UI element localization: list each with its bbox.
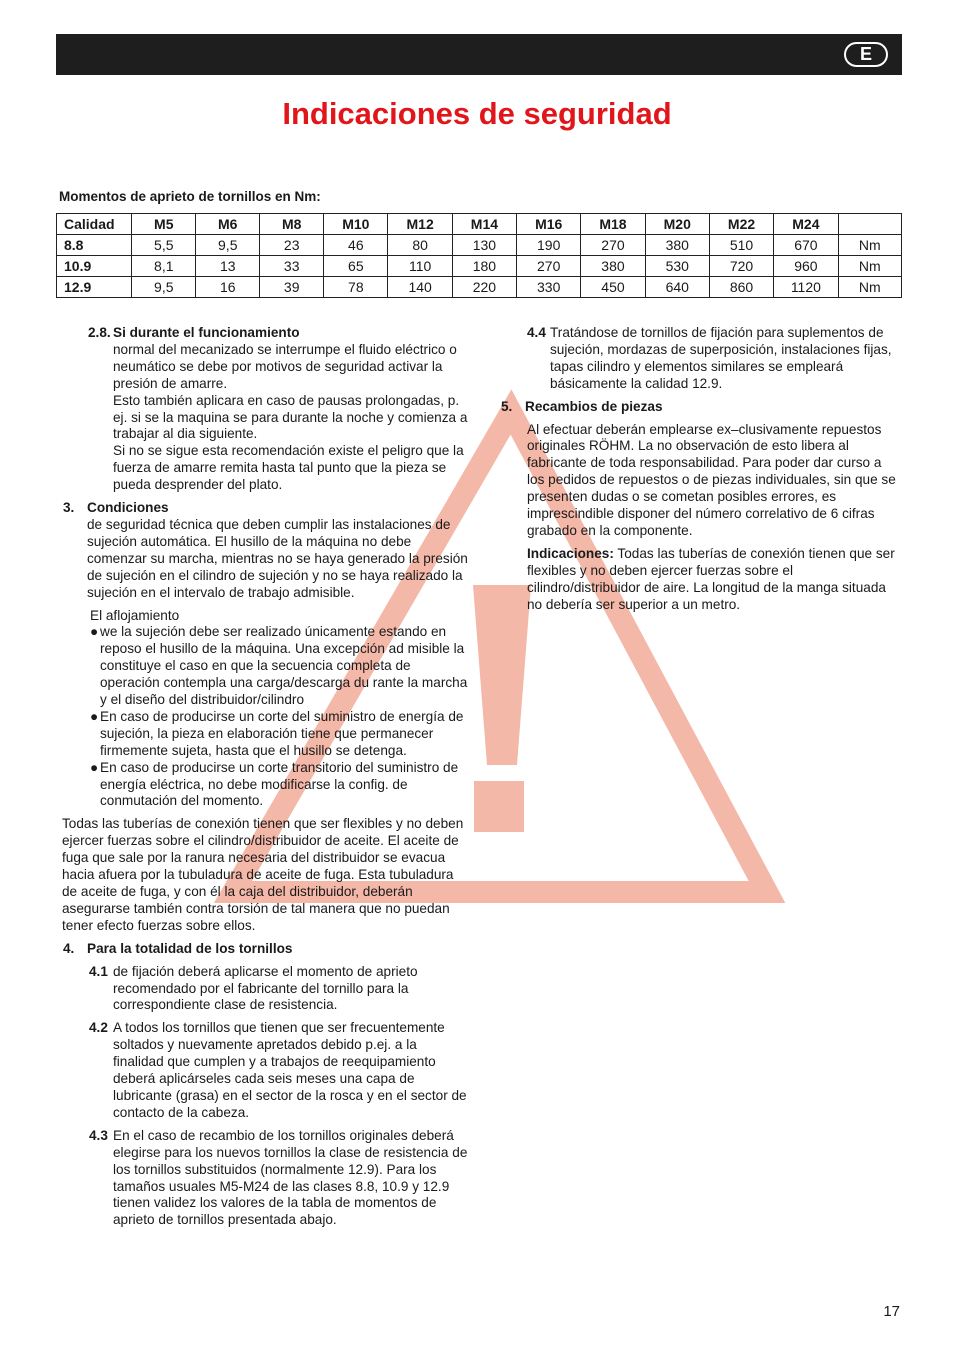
table-cell: 110 [388,256,452,277]
table-cell: 270 [517,256,581,277]
table-cell: 23 [260,235,324,256]
note-paragraph [525,546,899,614]
table-cell: 510 [709,235,773,256]
note-text: Todas las tuberías de conexión tienen que ser flexibles y no deben ejercer fuerzas sobre el cilindro/distribuidor de aire. La longitud de la manga situada no debería ser superior a un metro. [527,545,895,612]
table-cell: 16 [196,277,260,298]
column-header: M18 [581,214,645,235]
paragraph: de fijación deberá aplicarse el momento de aprieto recomendado por el fabricante del tornillo para la correspondiente clase de resistencia. [113,963,418,1013]
section-heading: Para la totalidad de los tornillos [87,940,293,956]
table-cell: 860 [709,277,773,298]
list-item [90,760,468,811]
torque-table-heading: Momentos de aprieto de tornillos en Nm: [59,189,321,204]
table-cell: 80 [388,235,452,256]
row-header-quality: 8.8 [57,235,132,256]
table-cell: 720 [709,256,773,277]
table-cell: Nm [838,235,901,256]
subsection-4-3 [87,1128,468,1229]
page-number: 17 [883,1303,900,1320]
column-header: M12 [388,214,452,235]
section-number: 5. [501,398,513,414]
column-header: M8 [260,214,324,235]
table-cell: 33 [260,256,324,277]
table-cell: 140 [388,277,452,298]
table-cell: 960 [774,256,838,277]
paragraph: de seguridad técnica que deben cumplir las instalaciones de sujeción automática. El husillo de la máquina no debe comenzar su marcha, mientras no se haya generado la presión de sujeción en el cilindro de sujeción y no se haya realizado la sujeción en el intervalo de trabajo admisible. [87,516,468,600]
table-cell: 450 [581,277,645,298]
table-header-row [57,214,902,235]
paragraph: Si no se sigue esta recomendación existe el peligro que la fuerza de amarre remita hasta tal punto que la pieza se pueda desprender del plato. [113,443,464,493]
table-cell: Nm [838,277,901,298]
column-header: M20 [645,214,709,235]
bullet-icon: ● [90,759,99,775]
table-cell: 39 [260,277,324,298]
list-item-text: En caso de producirse un corte del suministro de energía de sujeción, la pieza en elaboración tiene que permanecer firmemente sujeta, hasta que el husillo se detenga. [100,708,464,758]
list-item-text: we la sujeción debe ser realizado únicamente estando en reposo el husillo de la máquina. Una excepción ad misible la constituye el caso en que la secuencia completa de operación contempla una carga/descarga du rante la marcha y el diseño del distribuidor/cilindro [100,624,468,708]
paragraph: El aflojamiento [90,607,180,623]
left-column [62,325,468,1235]
table-cell: 9,5 [132,277,196,298]
table-cell: 190 [517,235,581,256]
table-cell: 78 [324,277,388,298]
row-header-quality: 12.9 [57,277,132,298]
subsection-4-1 [87,964,468,1015]
column-header: M22 [709,214,773,235]
paragraph: Tratándose de tornillos de fijación para suplementos de sujeción, mordazas de superposición, instalaciones fijas, tapas cilindro y elementos similares se empleará básicamente la calidad 12.9. [550,325,892,391]
column-header: M6 [196,214,260,235]
table-cell: 13 [196,256,260,277]
table-cell: 530 [645,256,709,277]
paragraph: A todos los tornillos que tienen que ser frecuentemente soltados y nuevamente apretados debido p.ej. a la finalidad que cumplen y a trabajos de reequipamiento deberá aplicárseles cada seis meses una capa de lubricante (grasa) en el sector de la rosca y en el sector de contacto de la cabeza. [113,1020,467,1120]
paragraph: Esto también aplicara en caso de pausas prolongadas, p. ej. si se la maquina se para durante la noche y comienza a trabajar al dia siguiente. [113,392,468,442]
table-cell: 1120 [774,277,838,298]
section-3 [62,500,468,810]
table-row [57,277,902,298]
table-cell: 46 [324,235,388,256]
language-badge: E [844,42,888,67]
paragraph: normal del mecanizado se interrumpe el fluido eléctrico o neumático se debe por motivos de seguridad activar la presión de amarre. [113,341,457,391]
column-header: M10 [324,214,388,235]
list-item-text: En caso de producirse un corte transitorio del suministro de energía eléctrica, no debe modificarse la config. de conmutación del momento. [100,759,459,809]
table-cell: 640 [645,277,709,298]
table-cell: 9,5 [196,235,260,256]
table-cell: 180 [452,256,516,277]
subsection-number: 4.1 [89,963,108,979]
subsection-4-2 [87,1020,468,1121]
column-header: M5 [132,214,196,235]
note-label: Indicaciones: [527,545,614,561]
bullet-icon: ● [90,708,99,724]
table-cell: 65 [324,256,388,277]
table-row [57,235,902,256]
section-2-8 [62,325,468,494]
table-cell: 380 [581,256,645,277]
section-5 [501,399,899,614]
table-cell: 5,5 [132,235,196,256]
section-4 [62,941,468,1230]
subsection-number: 4.4 [527,325,546,340]
column-header: M24 [774,214,838,235]
table-cell: 130 [452,235,516,256]
section-heading: Condiciones [87,500,169,516]
list-item [90,709,468,760]
torque-table [56,213,902,298]
table-cell: 8,1 [132,256,196,277]
right-column [501,325,899,620]
table-row [57,256,902,277]
table-cell: Nm [838,256,901,277]
page-title: Indicaciones de seguridad [282,96,672,131]
subsection-4-4 [501,325,899,393]
bullet-icon: ● [90,624,99,640]
paragraph: Todas las tuberías de conexión tienen que ser flexibles y no deben ejercer fuerzas sobre el cilindro/distribuidor de aceite. El aceite de fuga que sale por la ranura necesaria del distribuidor se evacua hacia afuera por la tubuladura de aceite de fuga. Esta tubuladura de aceite de fuga, y con él la caja del distribuidor, deberán asegurarse también contra torsión de tal manera que no puedan tener efecto fuerzas sobre ellos. [62,816,464,933]
row-header-quality: 10.9 [57,256,132,277]
table-cell: 380 [645,235,709,256]
subsection-number: 4.2 [89,1020,108,1036]
paragraph: Al efectuar deberán emplearse ex–clusivamente repuestos originales RÖHM. La no observación de esto libera al fabricante de toda responsabilidad. Para poder dar curso a los pedidos de repuestos o de piezas individuales, sin que se presenten dudas o se cometan posibles errores, es imprescindible disponer del número correlativo de 6 cifras grabado en la componente. [527,421,896,538]
subsection-number: 4.3 [89,1127,108,1143]
table-cell: 670 [774,235,838,256]
section-number: 4. [63,940,75,956]
paragraph: En el caso de recambio de los tornillos originales deberá elegirse para los nuevos tornillos la clase de resistencia de los tornillos substituidos (normalmente 12.9). Para los tamaños usuales M5-M24 de las clases 8.8, 10.9 y 12.9 tienen validez los valores de la tabla de momentos de aprieto de tornillos presentada abajo. [113,1127,468,1228]
column-header-quality: Calidad [57,214,132,235]
section-heading: Recambios de piezas [525,398,663,414]
table-cell: 270 [581,235,645,256]
column-header [838,214,901,235]
section-number: 2.8. [88,325,111,340]
section-number: 3. [63,500,75,516]
table-cell: 330 [517,277,581,298]
list-item [90,624,468,709]
column-header: M16 [517,214,581,235]
table-cell: 220 [452,277,516,298]
section-heading: Si durante el funcionamiento [113,325,300,340]
column-header: M14 [452,214,516,235]
